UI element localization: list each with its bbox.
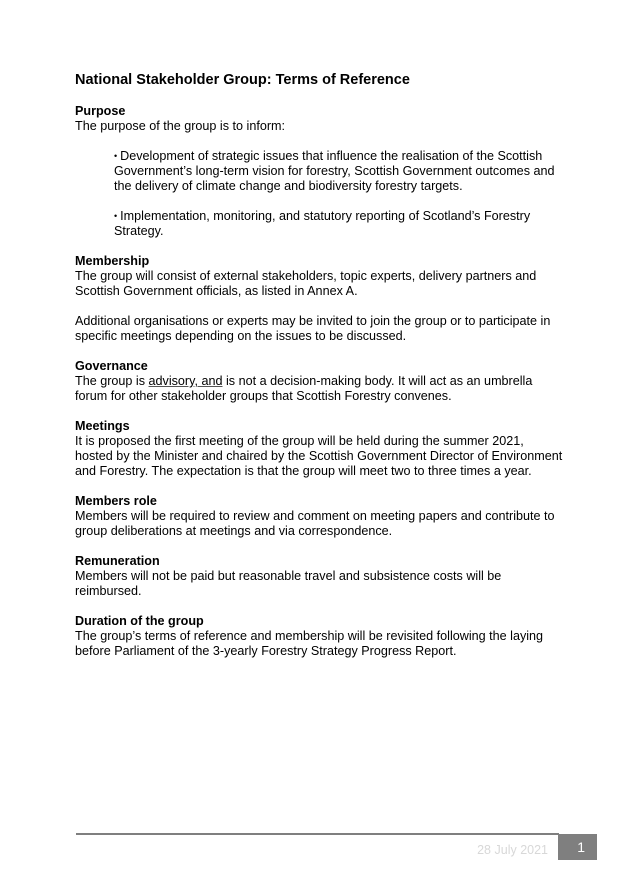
list-item <box>114 149 565 194</box>
section-heading: Membership <box>75 254 150 268</box>
list-item <box>114 209 565 239</box>
list-item-text: Implementation, monitoring, and statutory reporting of Scotland’s Forestry Strategy. <box>114 209 531 238</box>
paragraph: The group will consist of external stakeholders, topic experts, delivery partners and Scottish Government officials, as listed in Annex A. <box>75 269 537 298</box>
section-heading: Members role <box>75 494 157 508</box>
paragraph <box>75 374 565 404</box>
section-purpose <box>75 104 565 239</box>
section-heading: Purpose <box>75 104 126 118</box>
section-governance <box>75 359 565 404</box>
text-run: The group is <box>75 374 149 388</box>
section-heading: Meetings <box>75 419 130 433</box>
page-number: 1 <box>577 839 585 855</box>
section-intro: The purpose of the group is to inform: <box>75 119 286 133</box>
document-body <box>75 104 565 674</box>
section-duration <box>75 614 565 659</box>
section-members-role <box>75 494 565 539</box>
section-heading: Governance <box>75 359 148 373</box>
paragraph: The group’s terms of reference and membership will be revisited following the laying before Parliament of the 3-yearly Forestry Strategy Progress Report. <box>75 629 544 658</box>
document-title: National Stakeholder Group: Terms of Reference <box>75 72 410 88</box>
bullet-icon: • <box>114 151 118 161</box>
section-meetings <box>75 419 565 479</box>
footer-rule <box>76 833 559 835</box>
list-item-text: Development of strategic issues that influence the realisation of the Scottish Government’s long-term vision for forestry, Scottish Government outcomes and the delivery of climate change and biodiversity forestry targets. <box>114 149 555 193</box>
underlined-text: advisory, and <box>148 374 223 388</box>
section-heading: Duration of the group <box>75 614 204 628</box>
section-remuneration <box>75 554 565 599</box>
text-run: is not a decision-making body. It will act as an umbrella forum for other stakeholder groups that Scottish Forestry convenes. <box>75 374 533 403</box>
section-heading: Remuneration <box>75 554 160 568</box>
paragraph: Members will not be paid but reasonable travel and subsistence costs will be reimbursed. <box>75 569 502 598</box>
section-membership <box>75 254 565 344</box>
paragraph: Members will be required to review and comment on meeting papers and contribute to group deliberations at meetings and via correspondence. <box>75 509 555 538</box>
bullet-list <box>114 149 565 239</box>
bullet-icon: • <box>114 211 118 221</box>
paragraph: It is proposed the first meeting of the group will be held during the summer 2021, hosted by the Minister and chaired by the Scottish Government Director of Environment and Forestry. The expectation is that the group will meet two to three times a year. <box>75 434 563 478</box>
paragraph: Additional organisations or experts may be invited to join the group or to participate in specific meetings depending on the issues to be discussed. <box>75 314 551 343</box>
footer-date: 28 July 2021 <box>477 843 548 857</box>
page-number-badge <box>558 834 597 860</box>
